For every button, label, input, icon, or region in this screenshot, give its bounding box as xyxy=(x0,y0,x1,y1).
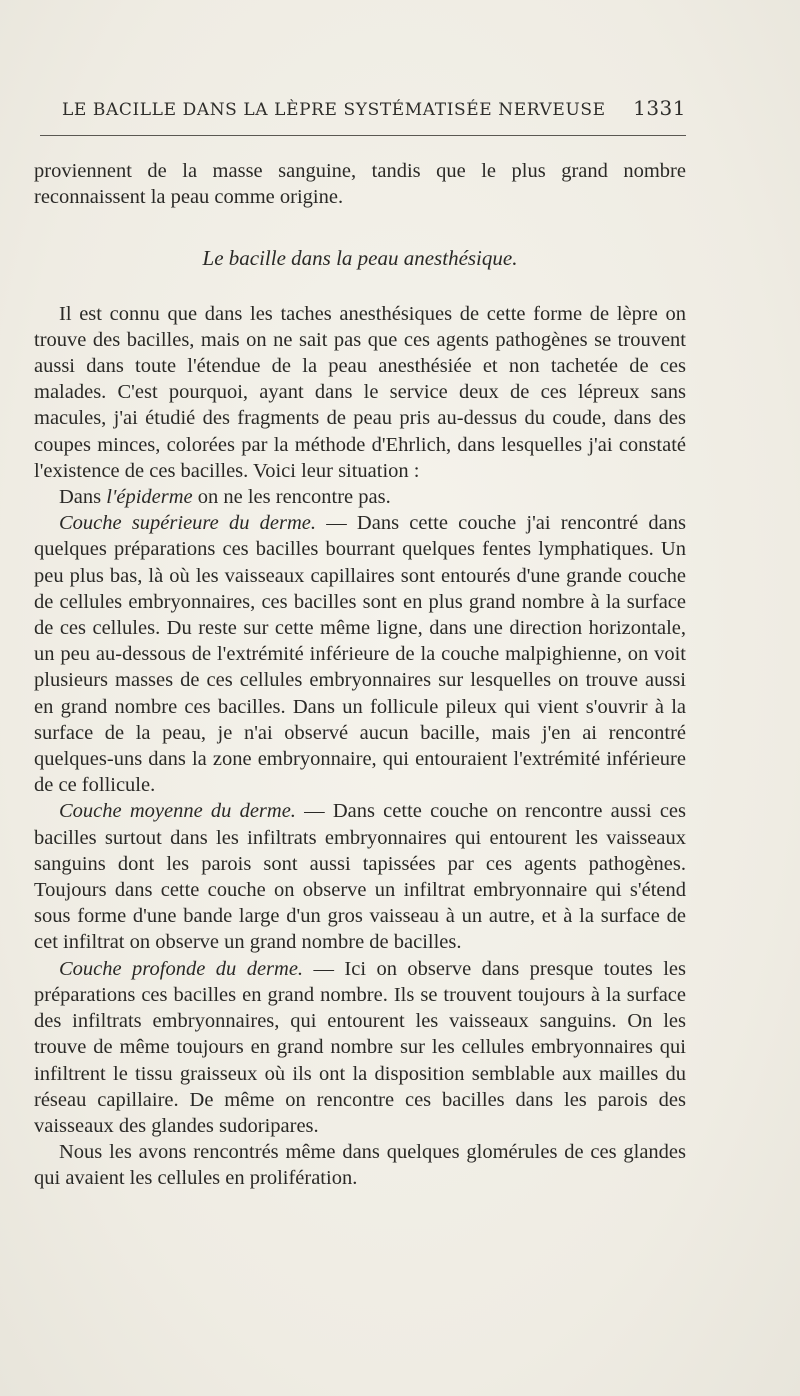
running-header xyxy=(62,96,686,126)
paragraph-epiderme-term: l'épiderme xyxy=(106,486,193,509)
body-text xyxy=(34,158,686,1192)
paragraph-couche-profonde xyxy=(34,956,686,1139)
page-number: 1331 xyxy=(633,96,686,120)
paragraph-couche-moyenne-heading: Couche moyenne du derme. xyxy=(59,800,296,823)
paragraph-couche-superieure xyxy=(34,510,686,798)
paragraph-couche-profonde-heading: Couche profonde du derme. xyxy=(59,957,304,980)
paragraph-glomerules: Nous les avons rencontrés même dans quelques glomérules de ces glandes qui avaient les cellules en prolifération. xyxy=(34,1141,686,1190)
paragraph-epiderme-text: on ne les rencontre pas. xyxy=(192,486,391,509)
paragraph-couche-superieure-text: — Dans cette couche j'ai rencontré dans quelques préparations ces bacilles bourrant quelques fentes lymphatiques. Un peu plus bas, là où les vaisseaux capillaires sont entourés d'une grande couche de cellules embryonnaires, ces bacilles sont en plus grand nombre à la surface de ces cellules. Du reste sur cette même ligne, dans une direction horizontale, un peu au-dessous de l'extrémité inférieure de la couche malpighienne, on voit plusieurs masses de ces cellules embryonnaires sur lesquelles on trouve aussi en grand nombre ces bacilles. Dans un follicule pileux qui vient s'ouvrir à la surface de la peau, je n'ai observé aucun bacille, mais j'en ai rencontré quelques-uns dans la zone embryonnaire, qui entouraient l'extrémité inférieure de ce follicule. xyxy=(34,512,686,797)
paragraph-couche-superieure-heading: Couche supérieure du derme. xyxy=(59,512,317,535)
section-heading: Le bacille dans la peau anesthésique. xyxy=(202,246,518,271)
paragraph-couche-moyenne xyxy=(34,798,686,955)
paragraph-epiderme-prefix: Dans xyxy=(59,486,107,509)
paragraph-couche-moyenne-text: — Dans cette couche on rencontre aussi ces bacilles surtout dans les infiltrats embryonnaires qui entourent les vaisseaux sanguins dont les parois sont aussi tapissées par ces agents pathogènes. Toujours dans cette couche on observe un infiltrat embryonnaire qui s'étend sous forme d'une bande large d'un gros vaisseau à un autre, et à la surface de cet infiltrat on observe un grand nombre de bacilles. xyxy=(34,800,686,954)
header-rule xyxy=(40,135,686,136)
paragraph-epiderme xyxy=(34,484,686,510)
paragraph-intro: Il est connu que dans les taches anesthésiques de cette forme de lèpre on trouve des bacilles, mais on ne sait pas que ces agents pathogènes se trouvent aussi dans toute l'étendue de la peau anesthésiée et non tachetée de ces malades. C'est pourquoi, ayant dans le service deux de ces lépreux sans macules, j'ai étudié des fragments de peau pris au-dessus du coude, dans des coupes minces, colorées par la méthode d'Ehrlich, dans lesquelles j'ai constaté l'existence de ces bacilles. Voici leur situation : xyxy=(34,302,686,482)
running-title: LE BACILLE DANS LA LÈPRE SYSTÉMATISÉE NERVEUSE xyxy=(62,100,606,120)
paragraph-couche-profonde-text: — Ici on observe dans presque toutes les préparations ces bacilles en grand nombre. Ils se trouvent toujours à la surface des infiltrats embryonnaires, qui entourent les vaisseaux sanguins. On les trouve de même toujours en grand nombre sur les cellules embryonnaires qui infiltrent le tissu graisseux où ils ont la disposition semblable aux mailles du réseau capillaire. De même on rencontre ces bacilles dans les parois des vaisseaux des glandes sudoripares. xyxy=(34,957,686,1137)
opening-paragraph: proviennent de la masse sanguine, tandis que le plus grand nombre reconnaissent la peau comme origine. xyxy=(34,160,686,209)
